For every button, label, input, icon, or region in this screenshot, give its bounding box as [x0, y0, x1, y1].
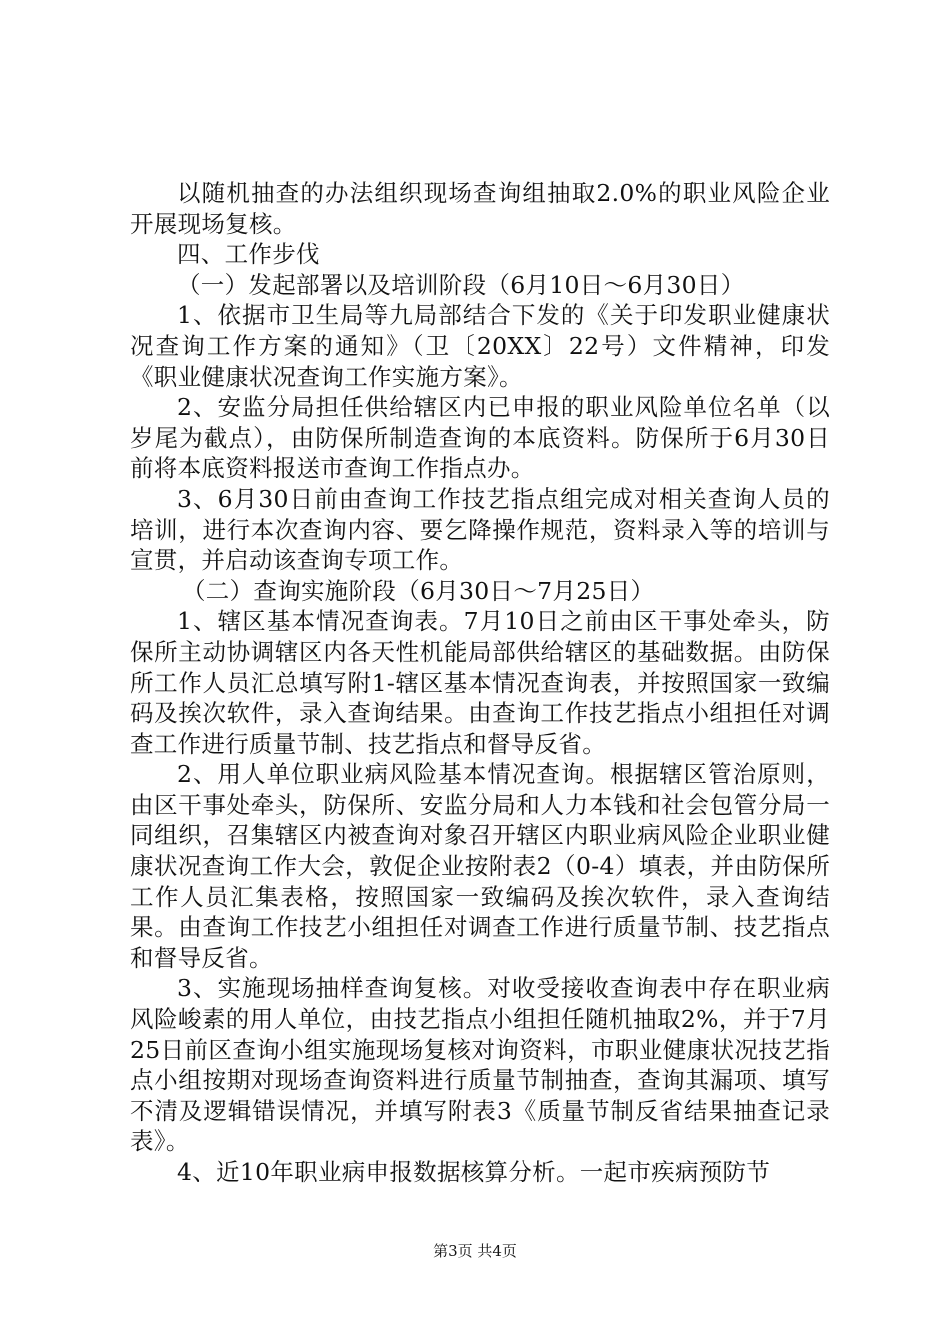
subsection-heading-launch-training: （一）发起部署以及培训阶段（6月10日～6月30日）: [177, 270, 745, 299]
paragraph-impl-1-district-survey: 1、辖区基本情况查询表。7月10日之前由区干事处牵头，防保所主动协调辖区内各天性机能局部供给辖区的基础数据。由防保所工作人员汇总填写附1-辖区基本情况查询表，并按照国家一致编码及挨次软件，录入查询结果。由查询工作技艺指点小组担任对调查工作进行质量节制、技艺指点和督导反省。: [130, 607, 830, 758]
paragraph-step-1-notice: 1、依据市卫生局等九局部结合下发的《关于印发职业健康状况查询工作方案的通知》（卫〔20XX〕22号）文件精神，印发《职业健康状况查询工作实施方案》。: [130, 301, 830, 391]
section-heading-work-steps: 四、工作步伐: [177, 240, 320, 269]
paragraph-impl-2-employer-survey: 2、用人单位职业病风险基本情况查询。根据辖区管治原则，由区干事处牵头，防保所、安监分局和人力本钱和社会包管分局一同组织，召集辖区内被查询对象召开辖区内职业病风险企业职业健康状况查询工作大会，敦促企业按附表2（0-4）填表，并由防保所工作人员汇集表格，按照国家一致编码及挨次软件，录入查询结果。由查询工作技艺小组担任对调查工作进行质量节制、技艺指点和督导反省。: [130, 760, 830, 972]
paragraph-step-2-unit-list: 2、安监分局担任供给辖区内已申报的职业风险单位名单（以岁尾为截点），由防保所制造查询的本底资料。防保所于6月30日前将本底资料报送市查询工作指点办。: [130, 393, 830, 483]
paragraph-impl-4-data-analysis: 4、近10年职业病申报数据核算分析。一起市疾病预防节: [177, 1158, 771, 1186]
paragraph-sampling-method: 以随机抽查的办法组织现场查询组抽取2.0%的职业风险企业开展现场复核。: [130, 179, 830, 238]
paragraph-impl-3-sampling-review: 3、实施现场抽样查询复核。对收受接收查询表中存在职业病风险峻素的用人单位，由技艺指点小组担任随机抽取2%，并于7月25日前区查询小组实施现场复核对询资料，市职业健康状况技艺指点小组按期对现场查询资料进行质量节制抽查，查询其漏项、填写不清及逻辑错误情况，并填写附表3《质量节制反省结果抽查记录表》。: [130, 974, 830, 1156]
page-footer: 第3页 共4页: [433, 1242, 517, 1260]
paragraph-step-3-training: 3、6月30日前由查询工作技艺指点组完成对相关查询人员的培训，进行本次查询内容、要乞降操作规范，资料录入等的培训与宣贯，并启动该查询专项工作。: [130, 484, 830, 575]
document-body: [130, 178, 830, 1188]
subsection-heading-implementation: （二）查询实施阶段（6月30日～7月25日）: [182, 576, 655, 605]
